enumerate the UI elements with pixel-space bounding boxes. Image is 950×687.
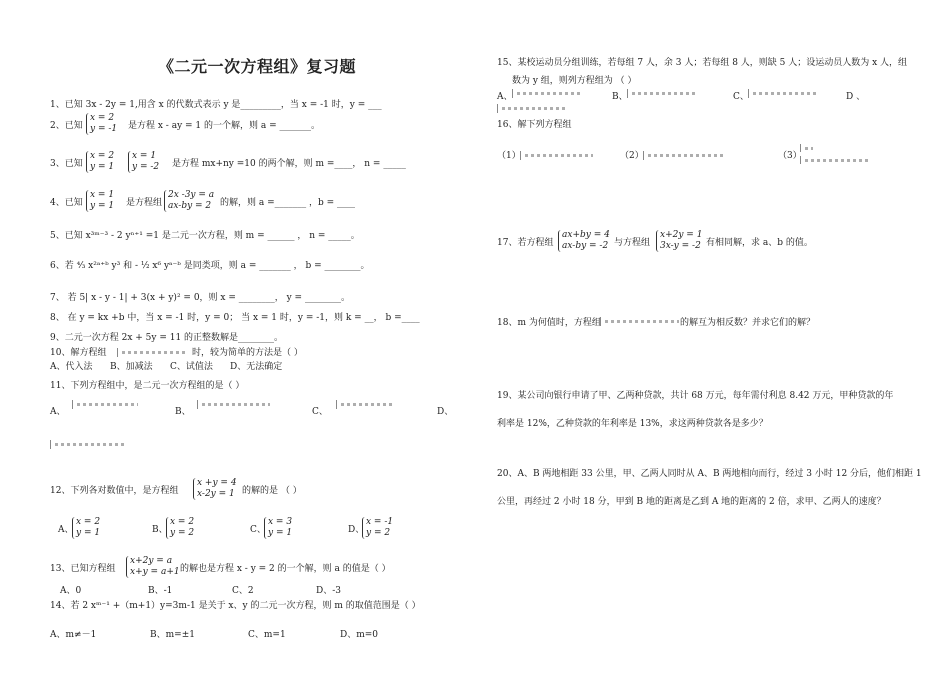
question-17-mid: 与方程组 xyxy=(614,238,651,248)
equation-system-image xyxy=(800,156,869,164)
equation-system-image xyxy=(117,348,188,357)
question-9: 9、二元一次方程 2x + 5y = 11 的正整数解是________。 xyxy=(50,333,284,343)
equation-system-image xyxy=(600,317,679,326)
question-10-text: 时，较为简单的方法是（ ） xyxy=(192,348,303,358)
option-d: D、m=0 xyxy=(340,630,379,640)
question-2-text: 是方程 x - ay = 1 的一个解，则 a = _______。 xyxy=(128,121,320,131)
equation-system-image xyxy=(512,89,581,98)
question-5: 5、已知 x³ᵐ⁻³ - 2 yⁿ⁺¹ =1 是二元一次方程，则 m = ______ ， n = _____。 xyxy=(50,231,360,241)
question-13-system: x+2y = a x+y = a+1 xyxy=(126,556,180,578)
question-20-line-2: 公里，再经过 2 小时 18 分，甲到 B 地的距离是乙到 A 地的距离的 2 倍，求甲、乙两人的速度？ xyxy=(497,497,886,507)
option-b: B、 xyxy=(152,525,168,535)
question-3-label: 3、已知 xyxy=(50,159,83,169)
question-17-label: 17、若方程组 xyxy=(497,238,554,248)
equation-system-image xyxy=(72,400,138,409)
option-d-system: x = -1 y = 2 xyxy=(362,517,393,539)
question-13-text: 的解也是方程 x - y = 2 的一个解，则 a 的值是（ ） xyxy=(180,564,391,574)
question-8: 8、 在 y = kx +b 中，当 x = -1 时，y = 0； 当 x = 1 时，y = -1，则 k = __， b =____ xyxy=(50,313,420,323)
question-19-line-2: 利率是 12%，乙种贷款的年利率是 13%，求这两种贷款各是多少？ xyxy=(497,419,768,429)
question-18-label: 18、m 为何值时，方程组 xyxy=(497,318,601,328)
question-6: 6、若 ⁴⁄₃ x²ᵃ⁺ᵇ y³ 和 - ½ x⁶ yᵃ⁻ᵇ 是同类项，则 a = _______ ， b = ________。 xyxy=(50,261,370,271)
question-1: 1、已知 3x - 2y = 1,用含 x 的代数式表示 y 是_________，当 x = -1 时，y = ___ xyxy=(50,100,382,110)
question-4-system-2: 2x -3y = a ax-by = 2 xyxy=(164,190,214,212)
question-17-system-2: x+2y = 1 3x-y = -2 xyxy=(656,230,702,252)
option-d: D 、 xyxy=(846,92,866,102)
question-4-label: 4、已知 xyxy=(50,198,83,208)
question-14: 14、若 2 xᵐ⁻¹ +（m+1）y=3m-1 是关于 x、y 的二元一次方程，则 m 的取值范围是（ ） xyxy=(50,601,421,611)
option-b: B、 xyxy=(612,92,628,102)
option-d: D、无法确定 xyxy=(230,362,283,372)
question-15-line-2: 数为 y 组，则列方程组为 （ ） xyxy=(512,76,637,86)
equation-system-image xyxy=(800,144,813,152)
sub-question-3: （3） xyxy=(778,151,802,161)
option-d: D、 xyxy=(348,525,365,535)
sub-question-1: （1） xyxy=(497,151,521,161)
page-title: 《二元一次方程组》复习题 xyxy=(158,57,357,76)
equation-system-image xyxy=(197,400,270,409)
question-3-text: 是方程 mx+ny =10 的两个解，则 m =____， n = _____ xyxy=(172,159,406,169)
question-12-text: 的解的是 （ ） xyxy=(242,486,302,496)
question-15-line-1: 15、某校运动员分组训练，若每组 7 人，余 3 人；若每组 8 人，则缺 5 人；设运动员人数为 x 人，组 xyxy=(497,58,908,68)
question-13-label: 13、已知方程组 xyxy=(50,564,116,574)
question-7: 7、 若 5| x - y - 1| + 3(x + y)² = 0，则 x = ________， y = ________。 xyxy=(50,293,350,303)
question-4-mid: 是方程组 xyxy=(126,198,163,208)
option-d: D、 xyxy=(437,407,454,417)
option-a: A、 xyxy=(497,92,513,102)
equation-system-image xyxy=(50,440,126,449)
question-3-system-2: x = 1 y = -2 xyxy=(128,151,159,173)
option-b: B、m=±1 xyxy=(150,630,195,640)
question-18-text: 的解互为相反数？并求它们的解？ xyxy=(680,318,816,328)
option-c: C、 xyxy=(312,407,328,417)
option-b-system: x = 2 y = 2 xyxy=(166,517,194,539)
question-12-label: 12、下列各对数值中，是方程组 xyxy=(50,486,179,496)
question-11: 11、下列方程组中，是二元一次方程组的是（ ） xyxy=(50,381,245,391)
option-a: A、 xyxy=(50,407,66,417)
option-a-system: x = 2 y = 1 xyxy=(72,517,100,539)
sub-question-2: （2） xyxy=(620,151,644,161)
question-17-system-1: ax+by = 4 ax-by = -2 xyxy=(558,230,610,252)
equation-system-image xyxy=(336,400,395,409)
option-a: A、 xyxy=(58,525,74,535)
question-10: 10、解方程组 xyxy=(50,348,107,358)
question-4-system-1: x = 1 y = 1 xyxy=(86,190,114,212)
option-b: B、-1 xyxy=(148,586,173,596)
option-a: A、代入法 xyxy=(50,362,93,372)
option-c: C、 xyxy=(250,525,266,535)
question-12-system: x +y = 4 x-2y = 1 xyxy=(193,478,237,500)
option-c: C、2 xyxy=(232,586,254,596)
question-4-text: 的解，则 a =_______ ，b = ____ xyxy=(220,198,356,208)
option-d: D、-3 xyxy=(316,586,341,596)
equation-system-image xyxy=(627,89,698,98)
question-19-line-1: 19、某公司向银行申请了甲、乙两种贷款，共计 68 万元，每年需付利息 8.42 万元，甲种贷款的年 xyxy=(497,391,894,401)
equation-system-image xyxy=(497,104,568,113)
option-a: A、0 xyxy=(60,586,82,596)
option-a: A、m≠－1 xyxy=(50,630,97,640)
question-16: 16、解下列方程组 xyxy=(497,120,572,130)
option-b: B、 xyxy=(175,407,191,417)
option-c: C、试值法 xyxy=(170,362,213,372)
option-c-system: x = 3 y = 1 xyxy=(264,517,292,539)
equation-system-image xyxy=(520,151,593,160)
option-b: B、加减法 xyxy=(110,362,153,372)
question-20-line-1: 20、A、B 两地相距 33 公里，甲、乙两人同时从 A、B 两地相向而行，经过 3 小时 12 分后，他们相距 1 xyxy=(497,469,922,479)
equation-system-image xyxy=(748,89,817,98)
option-c: C、 xyxy=(733,92,749,102)
equation-system-image xyxy=(643,151,724,160)
question-17-text: 有相同解，求 a、b 的值。 xyxy=(706,238,813,248)
question-2-label: 2、已知 xyxy=(50,121,83,131)
option-c: C、m=1 xyxy=(248,630,286,640)
question-3-system-1: x = 2 y = 1 xyxy=(86,151,114,173)
question-2-system: x = 2 y = -1 xyxy=(86,113,117,135)
